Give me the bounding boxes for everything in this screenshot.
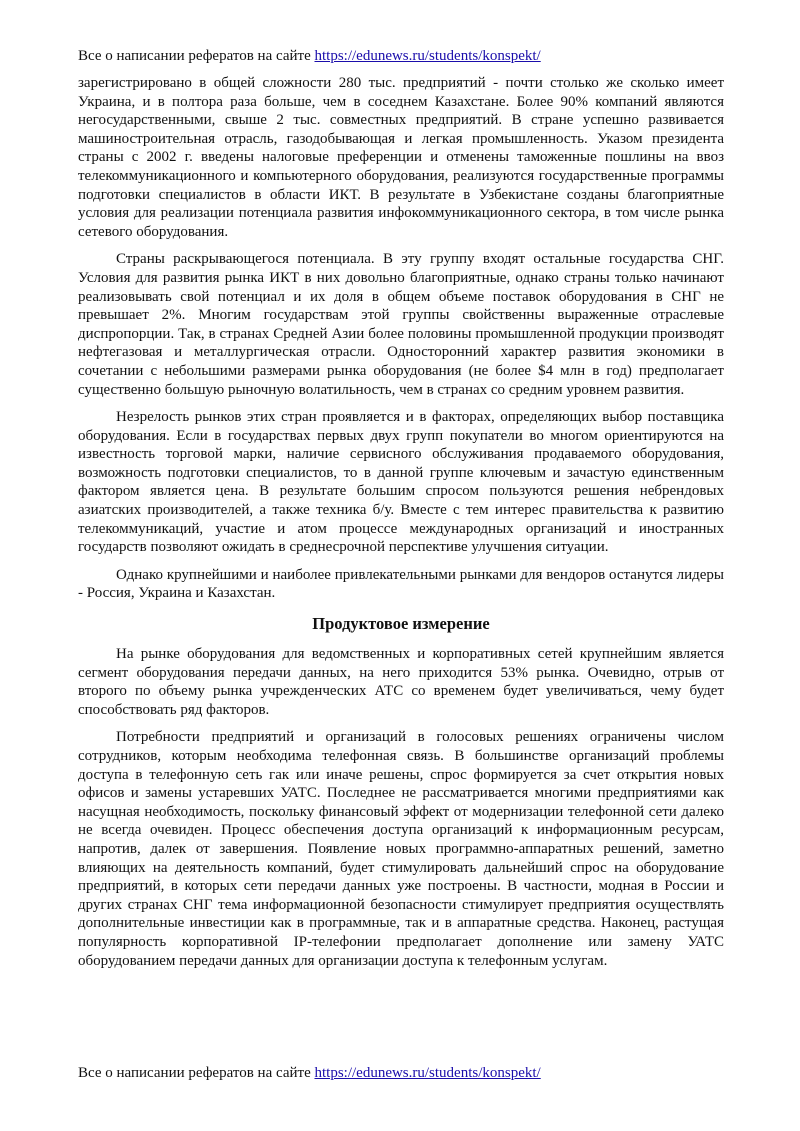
- footer-link[interactable]: https://edunews.ru/students/konspekt/: [314, 1065, 541, 1081]
- footer-text: Все о написании рефератов на сайте: [78, 1065, 315, 1081]
- document-page: [78, 0, 724, 1131]
- paragraph-2: Страны раскрывающегося потенциала. В эту группу входят остальные государства СНГ. Условия для развития рынка ИКТ в них довольно благоприятные, однако страны только начинают реализовывать свой потенциал и их доля в общем объеме поставок оборудования в СНГ не превышает 2%. Многим государствам этой группы свойственны выраженные отраслевые диспропорции. Так, в странах Средней Азии более половины промышленной продукции производят нефтегазовая и металлургическая отрасли. Односторонний характер развития экономики в сочетании с небольшими размерами рынка оборудования (не более $4 млн в год) предполагает существенно большую рыночную волатильность, чем в странах со средним уровнем развития.: [78, 251, 724, 398]
- header-link[interactable]: https://edunews.ru/students/konspekt/: [314, 48, 541, 64]
- page-footer: [78, 1063, 541, 1083]
- section-paragraph-2: Потребности предприятий и организаций в голосовых решениях ограничены числом сотрудников, которым необходима телефонная связь. В большинстве организаций проблемы доступа в телефонную сеть гак или иначе решены, спрос формируется за счет открытия новых офисов и замены устаревших УАТС. Последнее не рассматривается многими предприятиями как насущная необходимость, поскольку финансовый эффект от модернизации телефонной сети далеко не всегда очевиден. Процесс обеспечения доступа организаций к информационным ресурсам, напротив, далек от завершения. Появление новых программно-аппаратных решений, заметно влияющих на деятельность компаний, будет стимулировать дальнейший спрос на оборудование предприятий, в которых сети передачи данных уже построены. В частности, модная в России и других странах СНГ тема информационной безопасности стимулирует предприятия осуществлять дополнительные инвестиции как в программные, так и в аппаратные средства. Наконец, растущая популярность корпоративной IP-телефонии предполагает дополнение или замену УАТС оборудованием передачи данных для организации доступа к телефонным услугам.: [78, 729, 724, 969]
- section-title: Продуктовое измерение: [312, 614, 490, 634]
- paragraph-1: зарегистрировано в общей сложности 280 тыс. предприятий - почти столько же сколько имеет Украина, и в полтора раза больше, чем в соседнем Казахстане. Более 90% компаний являются негосударственными, свыше 2 тыс. совместных предприятий. В стране успешно развивается машиностроительная отрасль, газодобывающая и легкая промышленность. Указом президента страны с 2002 г. введены налоговые преференции и отменены таможенные пошлины на ввоз телекоммуникационного и компьютерного оборудования, реализуются государственные программы подготовки специалистов в области ИКТ. В результате в Узбекистане созданы благоприятные условия для реализации потенциала развития инфокоммуникационного сектора, в том числе рынка сетевого оборудования.: [78, 75, 724, 240]
- document-body: [78, 74, 724, 979]
- paragraph-3: Незрелость рынков этих стран проявляется и в факторах, определяющих выбор поставщика оборудования. Если в государствах первых двух групп покупатели во многом ориентируются на известность торговой марки, наличие сервисного обслуживания продаваемого оборудования, возможность подготовки специалистов, то в данной группе ключевым и зачастую единственным фактором является цена. В результате большим спросом пользуются решения небрендовых азиатских производителей, а также техника б/у. Вместе с тем интерес правительства к развитию телекоммуникаций, участие и атом процессе международных организаций и иностранных государств позволяют ожидать в среднесрочной перспективе улучшения ситуации.: [78, 409, 724, 556]
- paragraph-4: Однако крупнейшими и наиболее привлекательными рынками для вендоров останутся лидеры - Россия, Украина и Казахстан.: [78, 566, 724, 602]
- header-text: Все о написании рефератов на сайте: [78, 48, 315, 64]
- page-header: [78, 46, 541, 66]
- section-paragraph-1: На рынке оборудования для ведомственных и корпоративных сетей крупнейшим является сегмент оборудования передачи данных, на него приходится 53% рынка. Очевидно, отрыв от второго по объему рынка учрежденческих АТС со временем будет увеличиваться, чему будет способствовать ряд факторов.: [78, 646, 724, 718]
